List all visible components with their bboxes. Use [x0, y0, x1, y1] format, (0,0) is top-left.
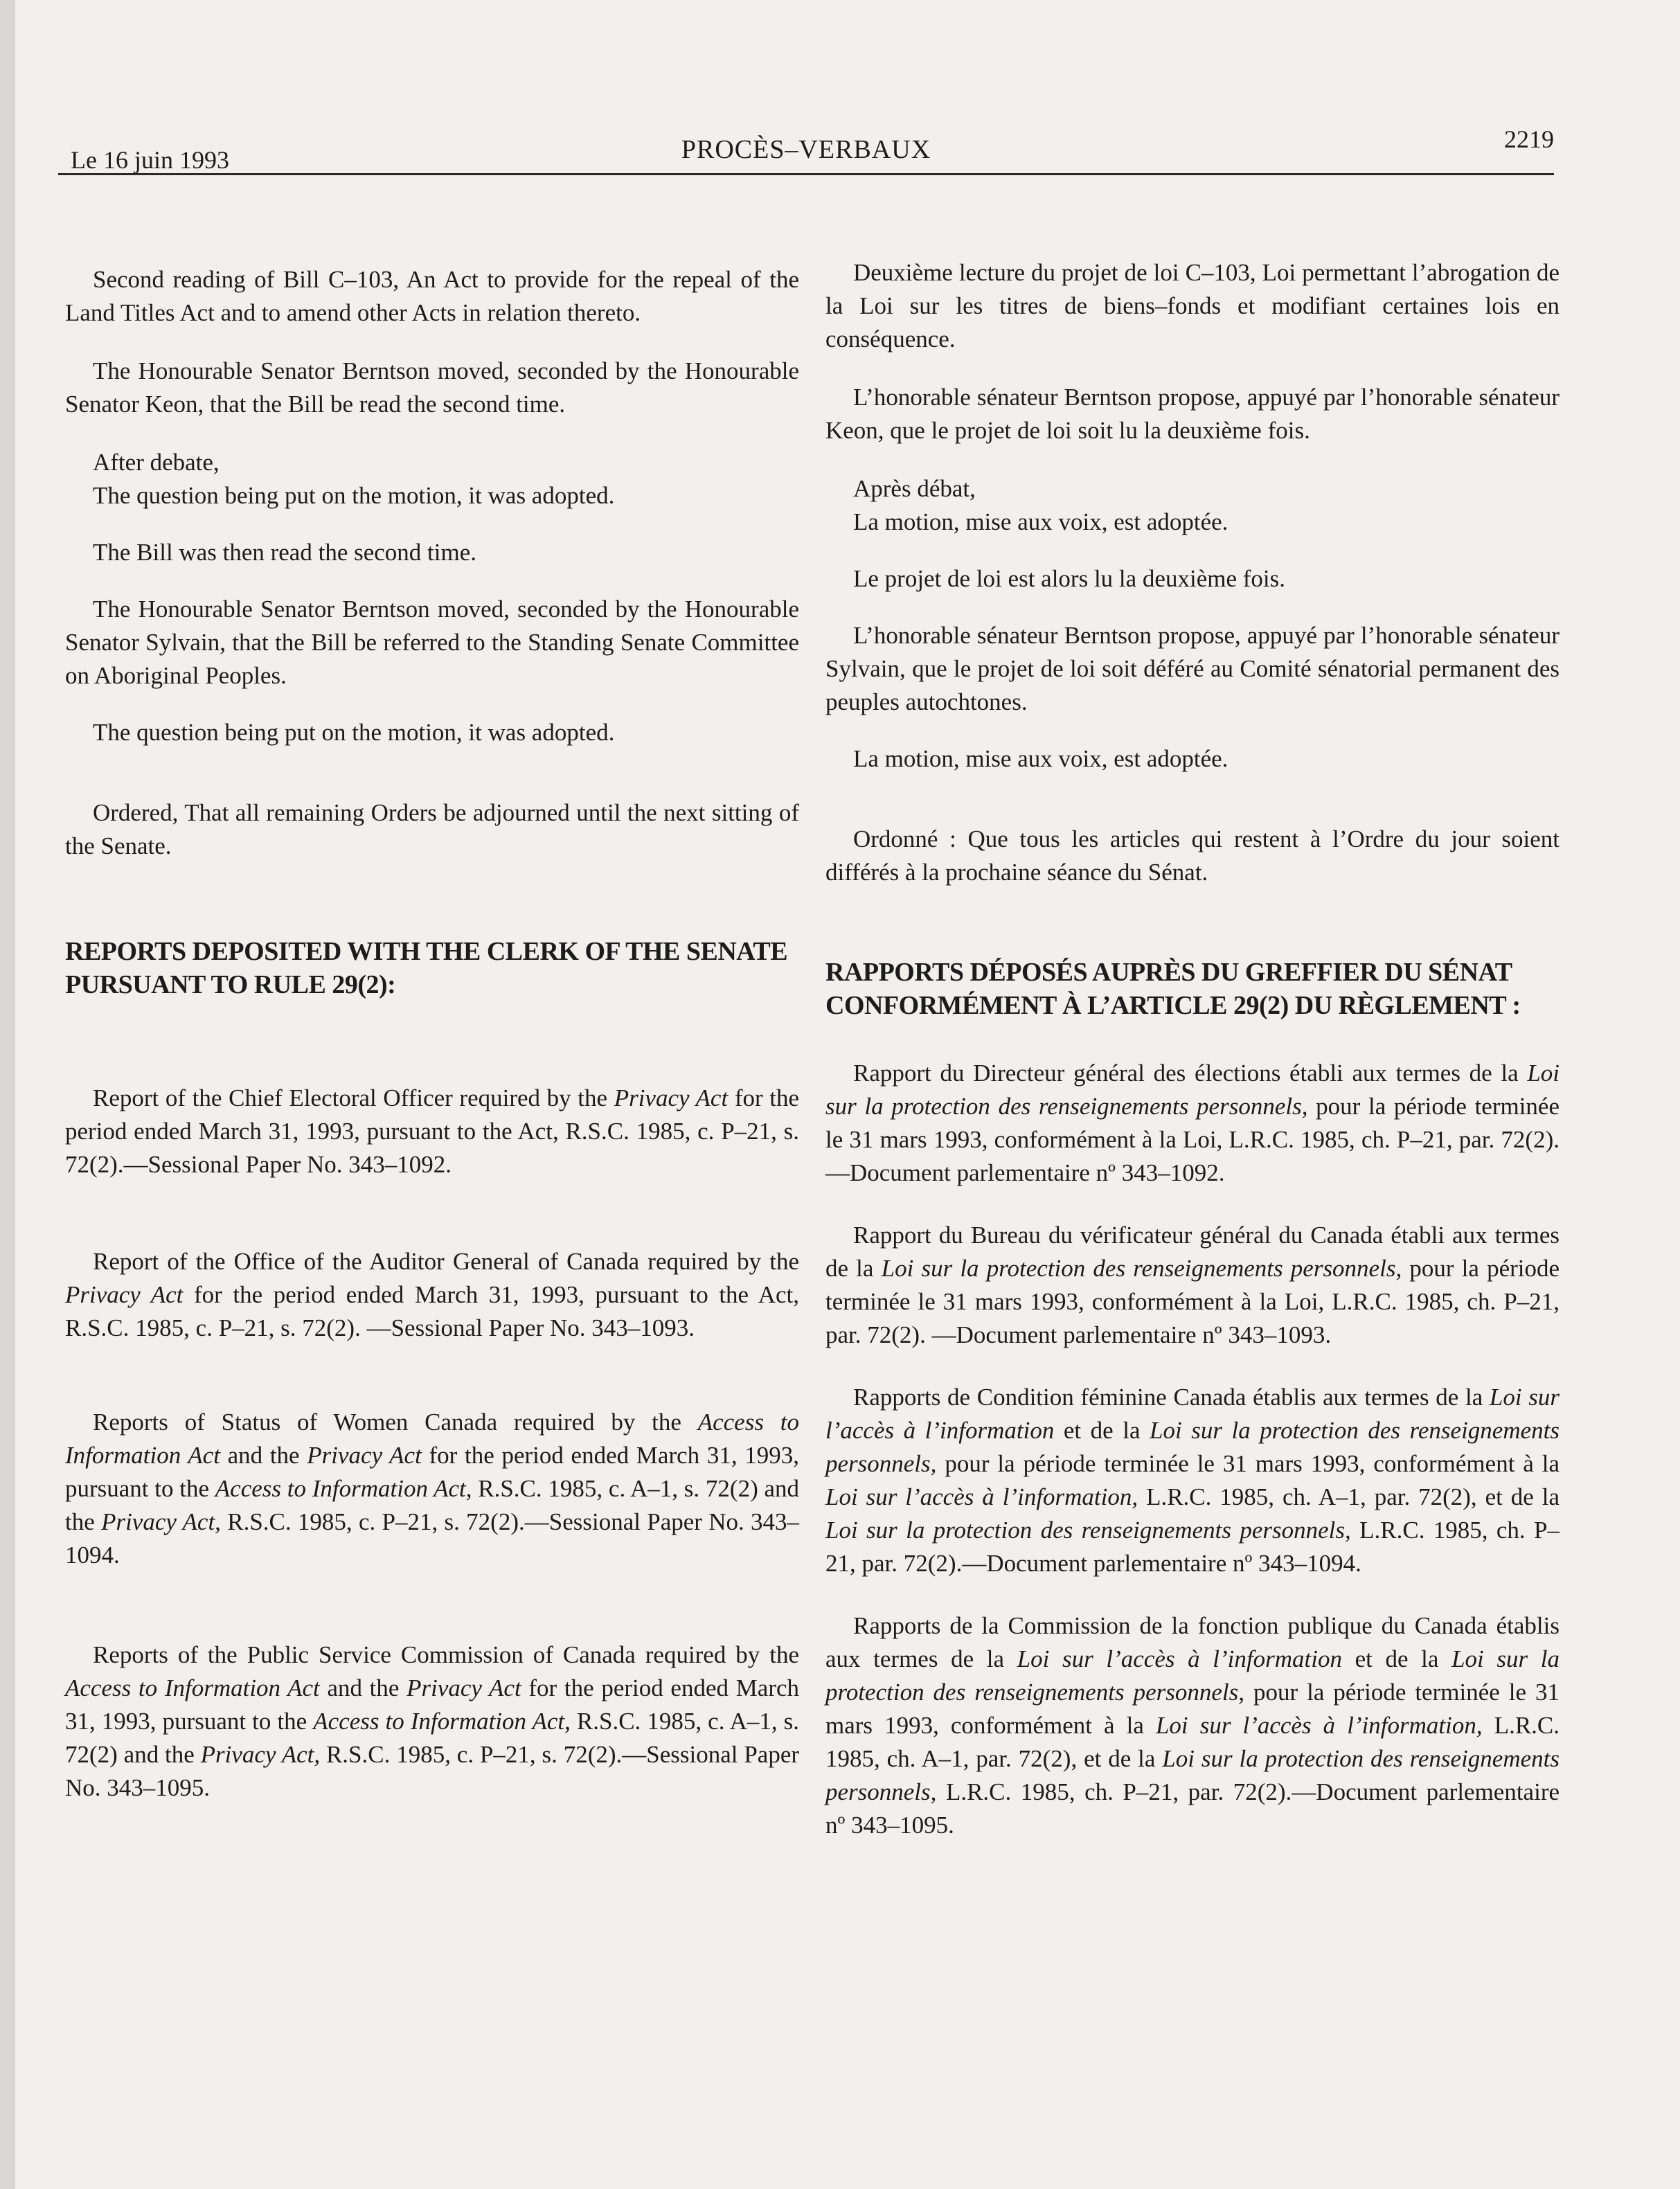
rapport-verificateur-general: Rapport du Bureau du vérificateur général du Canada établi aux termes de la Loi sur la protection des renseignements personnels, pour la période terminée le 31 mars 1993, conformément à la Loi, L.R.C. 1985, ch. P–21, par. 72(2). —Document parlementaire nº 343–1093.: [825, 1222, 1560, 1348]
rapport-fonction-publique: Rapports de la Commission de la fonction publique du Canada établis aux termes de la Loi sur l’accès à l’information et de la Loi sur la protection des renseignements personnels, pour la période terminée le 31 mars 1993, conformément à la Loi sur l’accès à l’information, L.R.C. 1985, ch. A–1, par. 72(2), et de la Loi sur la protection des renseignements personnels, L.R.C. 1985, ch. P–21, par. 72(2).—Document parlementaire nº 343–1095.: [825, 1612, 1560, 1839]
page-number: 2219: [1504, 125, 1554, 153]
paragraph-motion-keon-fr: L’honorable sénateur Berntson propose, appuyé par l’honorable sénateur Keon, que le projet de loi soit lu la deuxième fois.: [825, 384, 1560, 444]
section-heading-rapports: RAPPORTS DÉPOSÉS AUPRÈS DU GREFFIER DU SÉNAT CONFORMÉMENT À L’ARTICLE 29(2) DU RÈGLEMENT :: [825, 958, 1521, 1020]
after-debate-line: After debate,: [93, 449, 220, 476]
apres-debat-line: Après débat,: [853, 475, 976, 502]
motion-adoptee-line: La motion, mise aux voix, est adoptée.: [853, 508, 1228, 535]
document-page: [15, 0, 1680, 2189]
paragraph-lu-deuxieme-fois: Le projet de loi est alors lu la deuxième fois.: [853, 565, 1285, 592]
paragraph-question-adopted: The question being put on the motion, it was adopted.: [93, 719, 615, 746]
page-edge-shadow: [0, 0, 15, 2189]
paragraph-ordonne: Ordonné : Que tous les articles qui restent à l’Ordre du jour soient différés à la prochaine séance du Sénat.: [825, 825, 1560, 886]
report-status-of-women: Reports of Status of Women Canada required by the Access to Information Act and the Privacy Act for the period ended March 31, 1993, pursuant to the Access to Information Act, R.S.C. 1985, c. A–1, s. 72(2) and the Privacy Act, R.S.C. 1985, c. P–21, s. 72(2).—Sessional Paper No. 343–1094.: [65, 1409, 800, 1569]
paragraph-motion-keon: The Honourable Senator Berntson moved, seconded by the Honourable Senator Keon, that the Bill be read the second time.: [65, 357, 799, 418]
english-column: [65, 263, 799, 1827]
paragraph-motion-sylvain: The Honourable Senator Berntson moved, seconded by the Honourable Senator Sylvain, that the Bill be referred to the Standing Senate Committee on Aboriginal Peoples.: [65, 596, 799, 689]
question-adopted-line: The question being put on the motion, it was adopted.: [93, 482, 615, 509]
report-chief-electoral-officer: Report of the Chief Electoral Officer required by the Privacy Act for the period ended March 31, 1993, pursuant to the Act, R.S.C. 1985, c. P–21, s. 72(2).—Sessional Paper No. 343–1092.: [65, 1084, 800, 1178]
paragraph-motion-adoptee: La motion, mise aux voix, est adoptée.: [853, 745, 1228, 772]
page-header: [58, 125, 1554, 175]
paragraph-apres-debat: [825, 472, 1560, 539]
paragraph-after-debate: [65, 446, 799, 512]
paragraph-second-reading: Second reading of Bill C–103, An Act to provide for the repeal of the Land Titles Act and to amend other Acts in relation thereto.: [65, 266, 799, 326]
header-date: Le 16 juin 1993: [71, 146, 229, 174]
paragraph-read-second-time: The Bill was then read the second time.: [93, 539, 477, 566]
paragraph-deuxieme-lecture: Deuxième lecture du projet de loi C–103, Loi permettant l’abrogation de la Loi sur les titres de biens–fonds et modifiant certaines lois en conséquence.: [825, 259, 1560, 352]
rapport-condition-feminine: Rapports de Condition féminine Canada établis aux termes de la Loi sur l’accès à l’information et de la Loi sur la protection des renseignements personnels, pour la période terminée le 31 mars 1993, conformément à la Loi sur l’accès à l’information, L.R.C. 1985, ch. A–1, par. 72(2), et de la Loi sur la protection des renseignements personnels, L.R.C. 1985, ch. P–21, par. 72(2).—Document parlementaire nº 343–1094.: [825, 1384, 1560, 1577]
section-heading-reports: REPORTS DEPOSITED WITH THE CLERK OF THE SENATE PURSUANT TO RULE 29(2):: [65, 937, 788, 999]
paragraph-ordered: Ordered, That all remaining Orders be adjourned until the next sitting of the Senate.: [65, 799, 799, 859]
french-column: [825, 256, 1560, 1864]
paragraph-motion-sylvain-fr: L’honorable sénateur Berntson propose, appuyé par l’honorable sénateur Sylvain, que le projet de loi soit déféré au Comité sénatorial permanent des peuples autochtones.: [825, 622, 1560, 715]
report-public-service-commission: Reports of the Public Service Commission of Canada required by the Access to Information Act and the Privacy Act for the period ended March 31, 1993, pursuant to the Access to Information Act, R.S.C. 1985, c. A–1, s. 72(2) and the Privacy Act, R.S.C. 1985, c. P–21, s. 72(2).—Sessional Paper No. 343–1095.: [65, 1641, 800, 1801]
header-title: PROCÈS–VERBAUX: [681, 135, 931, 164]
report-auditor-general: Report of the Office of the Auditor General of Canada required by the Privacy Act for the period ended March 31, 1993, pursuant to the Act, R.S.C. 1985, c. P–21, s. 72(2). —Sessional Paper No. 343–1093.: [65, 1248, 799, 1341]
rapport-directeur-elections: Rapport du Directeur général des élections établi aux termes de la Loi sur la protection des renseignements personnels, pour la période terminée le 31 mars 1993, conformément à la Loi, L.R.C. 1985, ch. P–21, par. 72(2).—Document parlementaire nº 343–1092.: [825, 1060, 1560, 1186]
